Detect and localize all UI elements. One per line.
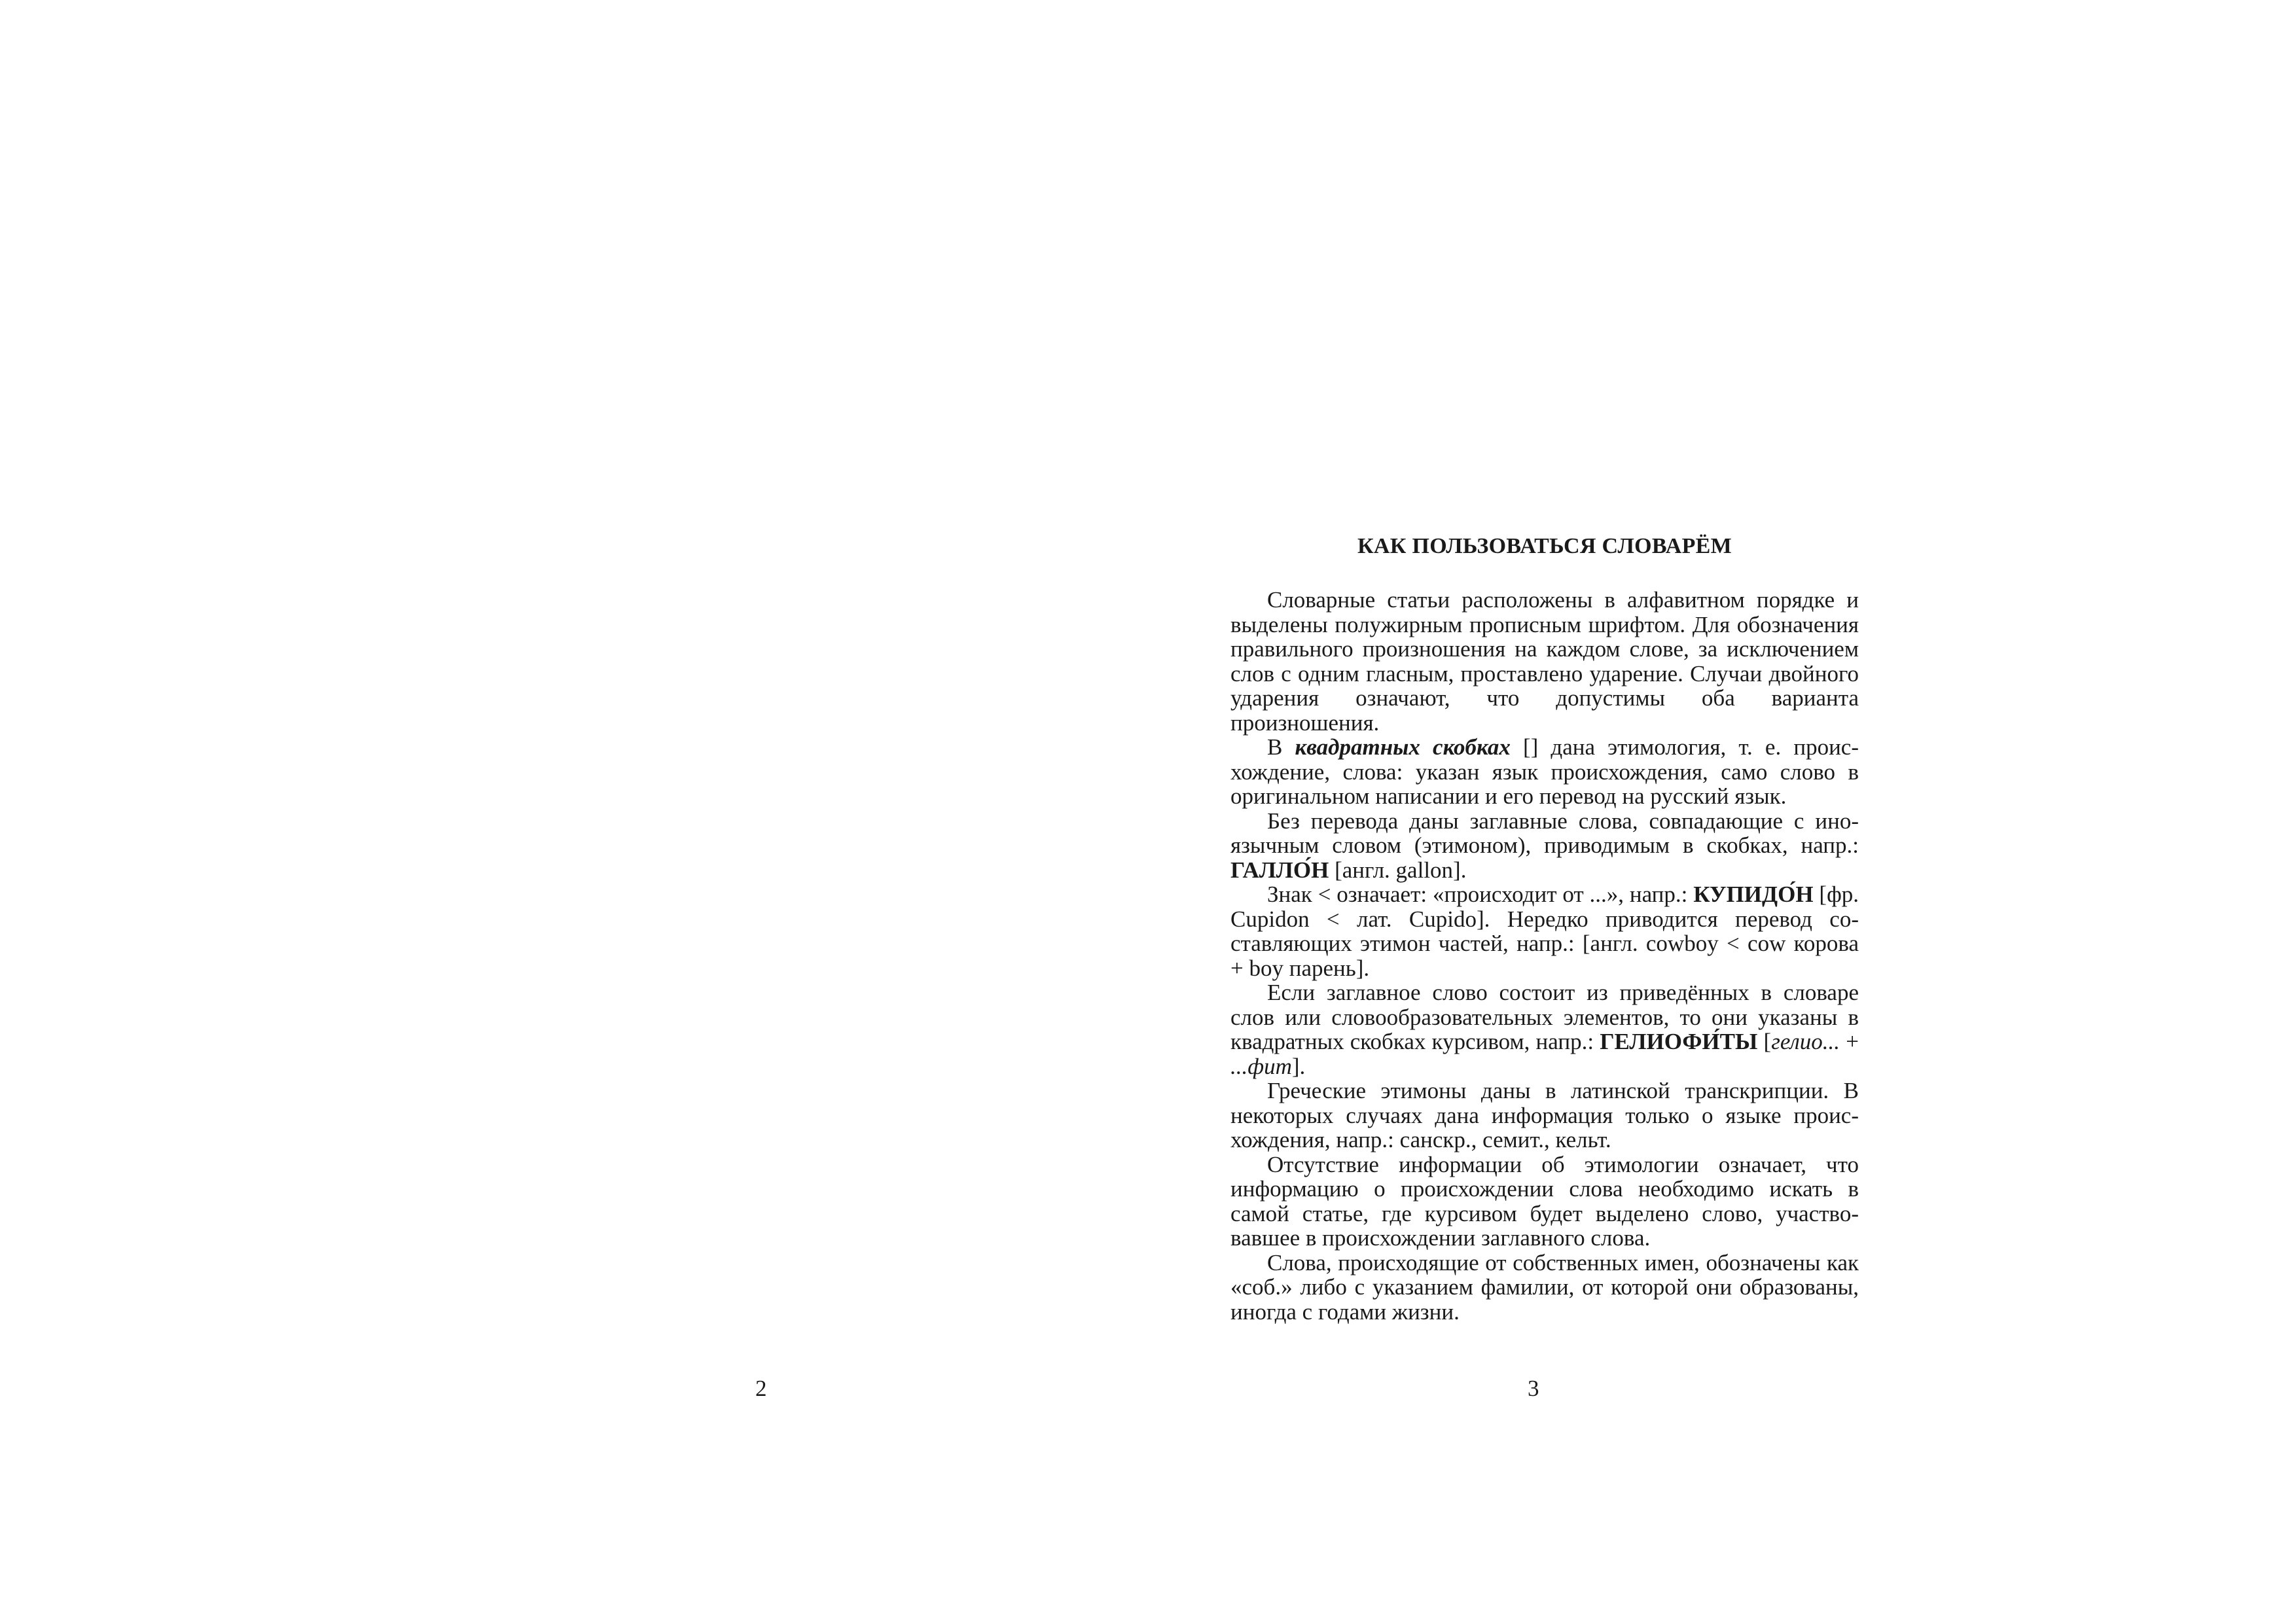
plus-sign: + (1840, 1029, 1859, 1054)
paragraph-derivation-sign (1230, 882, 1859, 980)
paragraph-tail: [фр. Cupidon < лат. Cupido]. Нередко приводится перевод составляющих этимон частей, напр.: [англ. cowboy < cow корова + boy парень]. (1230, 882, 1859, 981)
paragraph-untranslated (1230, 809, 1859, 883)
paragraph-tail: [англ. gallon]. (1329, 857, 1467, 883)
paragraph-text: Отсутствие информации об этимологии означает, что информацию о происхождении слова необходимо искать в самой статье, где курсивом будет выделено слово, участвовавшее в происхождении заглавного слова. (1230, 1151, 1859, 1251)
headword-example: КУПИДО́Н (1693, 882, 1814, 907)
paragraph-square-brackets (1230, 735, 1859, 809)
page-number-right: 3 (1528, 1376, 1539, 1401)
element-example: гелио... (1771, 1029, 1840, 1054)
paragraph-lead: Если заглавное слово состоит из приведённых в словаре слов или словообразовательных элементов, то они указаны в квадратных скобках курсивом, напр.: (1230, 980, 1859, 1054)
paragraph-tail: [] дана этимология, т. е. происхождение, слова: указан язык происхождения, само слово в оригинальном написании и его перевод на русский язык. (1230, 734, 1859, 809)
bracket-close: ]. (1291, 1053, 1306, 1079)
headword-example: ГАЛЛО́Н (1230, 857, 1329, 883)
bracket-open: [ (1757, 1029, 1772, 1054)
paragraph-text: Словарные статьи расположены в алфавитном порядке и выделены полужирным прописным шрифтом. Для обозначения правильного произношения на каждом слове, за исключением слов с одним гласным, проставлено ударение. Случаи двойного ударения означают, что допустимы оба варианта произношения. (1230, 587, 1859, 736)
emphasis-term: квадратных скобках (1295, 734, 1511, 760)
paragraph-proper-names (1230, 1251, 1859, 1325)
headword-example: ГЕЛИОФИ́ТЫ (1600, 1029, 1758, 1054)
paragraph-text: Слова, происходящие от собственных имен, обозначены как «соб.» либо с указанием фамилии, от которой они образованы, иногда с годами жизни. (1230, 1249, 1859, 1325)
paragraph-compound-words (1230, 980, 1859, 1079)
paragraph-missing-etymology (1230, 1152, 1859, 1251)
page-number-left: 2 (755, 1376, 767, 1401)
body-text (1230, 588, 1859, 1324)
paragraph-lead: Без перевода даны заглавные слова, совпадающие с иноязычным словом (этимоном), приводимым в скобках, напр.: (1230, 808, 1859, 858)
page-title: КАК ПОЛЬЗОВАТЬСЯ СЛОВАРЁМ (1357, 534, 1732, 558)
paragraph-text: Греческие этимоны даны в латинской транскрипции. В некоторых случаях дана информация только о языке происхождения, напр.: санскр., семит., кельт. (1230, 1078, 1859, 1152)
paragraph-lead: В (1267, 734, 1295, 760)
element-example: ...фит (1230, 1053, 1292, 1079)
paragraph-lead: Знак < означает: «происходит от ...», напр.: (1267, 882, 1694, 907)
paragraph-alphabetical-order (1230, 588, 1859, 735)
paragraph-greek-etymons (1230, 1079, 1859, 1152)
